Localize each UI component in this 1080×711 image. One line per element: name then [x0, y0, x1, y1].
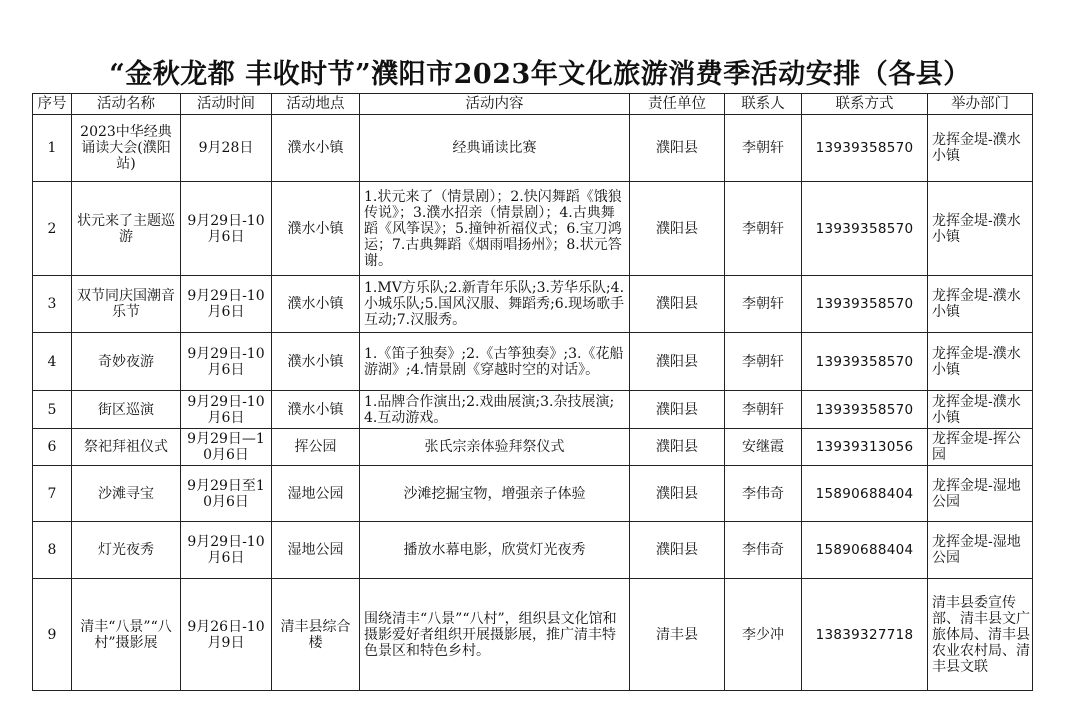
place-cell: 湿地公园	[272, 522, 360, 579]
header-row	[33, 94, 1033, 115]
phone-cell: 13939358570	[802, 333, 928, 391]
table-row	[33, 333, 1033, 391]
seq-cell: 3	[33, 276, 72, 333]
seq-cell: 1	[33, 115, 72, 182]
time-cell: 9月29日-10月6日	[181, 333, 272, 391]
seq-cell: 9	[33, 579, 72, 691]
table-row	[33, 429, 1033, 466]
phone-cell: 13939358570	[802, 182, 928, 276]
unit-cell: 濮阳县	[630, 115, 725, 182]
name-cell: 沙滩寻宝	[72, 466, 181, 522]
time-cell: 9月29日-10月6日	[181, 182, 272, 276]
page-title: “金秋龙都 丰收时节”濮阳市2023年文化旅游消费季活动安排（各县）	[109, 59, 971, 90]
header-name: 活动名称	[72, 94, 181, 115]
time-cell: 9月29日—10月6日	[181, 429, 272, 466]
header-phone: 联系方式	[802, 94, 928, 115]
place-cell: 濮水小镇	[272, 276, 360, 333]
contact-cell: 李朝轩	[725, 391, 802, 429]
header-dept: 举办部门	[928, 94, 1033, 115]
content-cell: 经典诵读比赛	[360, 115, 630, 182]
unit-cell: 濮阳县	[630, 333, 725, 391]
time-cell: 9月28日	[181, 115, 272, 182]
seq-cell: 8	[33, 522, 72, 579]
phone-cell: 13939358570	[802, 115, 928, 182]
header-seq: 序号	[33, 94, 72, 115]
contact-cell: 李伟奇	[725, 466, 802, 522]
content-cell: 围绕清丰“八景”“八村”，组织县文化馆和摄影爱好者组织开展摄影展，推广清丰特色景区和特色乡村。	[360, 579, 630, 691]
table-row	[33, 579, 1033, 691]
dept-cell: 龙挥金堤-湿地公园	[928, 522, 1033, 579]
contact-cell: 安继霞	[725, 429, 802, 466]
contact-cell: 李少冲	[725, 579, 802, 691]
unit-cell: 濮阳县	[630, 182, 725, 276]
phone-cell: 15890688404	[802, 522, 928, 579]
header-time: 活动时间	[181, 94, 272, 115]
contact-cell: 李朝轩	[725, 182, 802, 276]
unit-cell: 濮阳县	[630, 466, 725, 522]
unit-cell: 清丰县	[630, 579, 725, 691]
name-cell: 祭祀拜祖仪式	[72, 429, 181, 466]
time-cell: 9月29日-10月6日	[181, 276, 272, 333]
dept-cell: 龙挥金堤-濮水小镇	[928, 333, 1033, 391]
dept-cell: 龙挥金堤-湿地公园	[928, 466, 1033, 522]
phone-cell: 13939313056	[802, 429, 928, 466]
time-cell: 9月29日-10月6日	[181, 522, 272, 579]
header-place: 活动地点	[272, 94, 360, 115]
name-cell: 灯光夜秀	[72, 522, 181, 579]
time-cell: 9月26日-10月9日	[181, 579, 272, 691]
header-unit: 责任单位	[630, 94, 725, 115]
unit-cell: 濮阳县	[630, 522, 725, 579]
name-cell: 双节同庆国潮音乐节	[72, 276, 181, 333]
contact-cell: 李伟奇	[725, 522, 802, 579]
phone-cell: 13939358570	[802, 391, 928, 429]
header-contact: 联系人	[725, 94, 802, 115]
name-cell: 奇妙夜游	[72, 333, 181, 391]
content-cell: 张氏宗亲体验拜祭仪式	[360, 429, 630, 466]
time-cell: 9月29日-10月6日	[181, 391, 272, 429]
unit-cell: 濮阳县	[630, 391, 725, 429]
unit-cell: 濮阳县	[630, 276, 725, 333]
name-cell: 状元来了主题巡游	[72, 182, 181, 276]
place-cell: 濮水小镇	[272, 391, 360, 429]
place-cell: 濮水小镇	[272, 182, 360, 276]
name-cell: 街区巡演	[72, 391, 181, 429]
unit-cell: 濮阳县	[630, 429, 725, 466]
place-cell: 清丰县综合楼	[272, 579, 360, 691]
dept-cell: 龙挥金堤-濮水小镇	[928, 391, 1033, 429]
contact-cell: 李朝轩	[725, 276, 802, 333]
phone-cell: 13839327718	[802, 579, 928, 691]
dept-cell: 龙挥金堤-濮水小镇	[928, 276, 1033, 333]
seq-cell: 5	[33, 391, 72, 429]
activity-table	[32, 93, 1033, 691]
dept-cell: 龙挥金堤-濮水小镇	[928, 182, 1033, 276]
name-cell: 清丰“八景”“八村”摄影展	[72, 579, 181, 691]
header-content: 活动内容	[360, 94, 630, 115]
seq-cell: 6	[33, 429, 72, 466]
content-cell: 播放水幕电影，欣赏灯光夜秀	[360, 522, 630, 579]
seq-cell: 7	[33, 466, 72, 522]
place-cell: 挥公园	[272, 429, 360, 466]
contact-cell: 李朝轩	[725, 333, 802, 391]
dept-cell: 清丰县委宣传部、清丰县文广旅体局、清丰县农业农村局、清丰县文联	[928, 579, 1033, 691]
phone-cell: 13939358570	[802, 276, 928, 333]
place-cell: 濮水小镇	[272, 115, 360, 182]
name-cell: 2023中华经典诵读大会(濮阳站)	[72, 115, 181, 182]
table-row	[33, 391, 1033, 429]
table-row	[33, 522, 1033, 579]
contact-cell: 李朝轩	[725, 115, 802, 182]
content-cell: 1.《笛子独奏》;2.《古筝独奏》;3.《花船游湖》;4.情景剧《穿越时空的对话》。	[360, 333, 630, 391]
seq-cell: 4	[33, 333, 72, 391]
table-row	[33, 276, 1033, 333]
content-cell: 沙滩挖掘宝物，增强亲子体验	[360, 466, 630, 522]
table-row	[33, 182, 1033, 276]
content-cell: 1.品牌合作演出;2.戏曲展演;3.杂技展演;4.互动游戏。	[360, 391, 630, 429]
seq-cell: 2	[33, 182, 72, 276]
table-row	[33, 115, 1033, 182]
dept-cell: 龙挥金堤-濮水小镇	[928, 115, 1033, 182]
dept-cell: 龙挥金堤-挥公园	[928, 429, 1033, 466]
place-cell: 湿地公园	[272, 466, 360, 522]
content-cell: 1.状元来了（情景剧）；2.快闪舞蹈《饿狼传说》；3.濮水招亲（情景剧）；4.古典舞蹈《风筝误》；5.撞钟祈福仪式；6.宝刀鸿运；7.古典舞蹈《烟雨唱扬州》；8.状元答谢。	[360, 182, 630, 276]
table-row	[33, 466, 1033, 522]
phone-cell: 15890688404	[802, 466, 928, 522]
time-cell: 9月29日至10月6日	[181, 466, 272, 522]
place-cell: 濮水小镇	[272, 333, 360, 391]
content-cell: 1.MV方乐队;2.新青年乐队;3.芳华乐队;4.小城乐队;5.国风汉服、舞蹈秀;6.现场歌手互动;7.汉服秀。	[360, 276, 630, 333]
